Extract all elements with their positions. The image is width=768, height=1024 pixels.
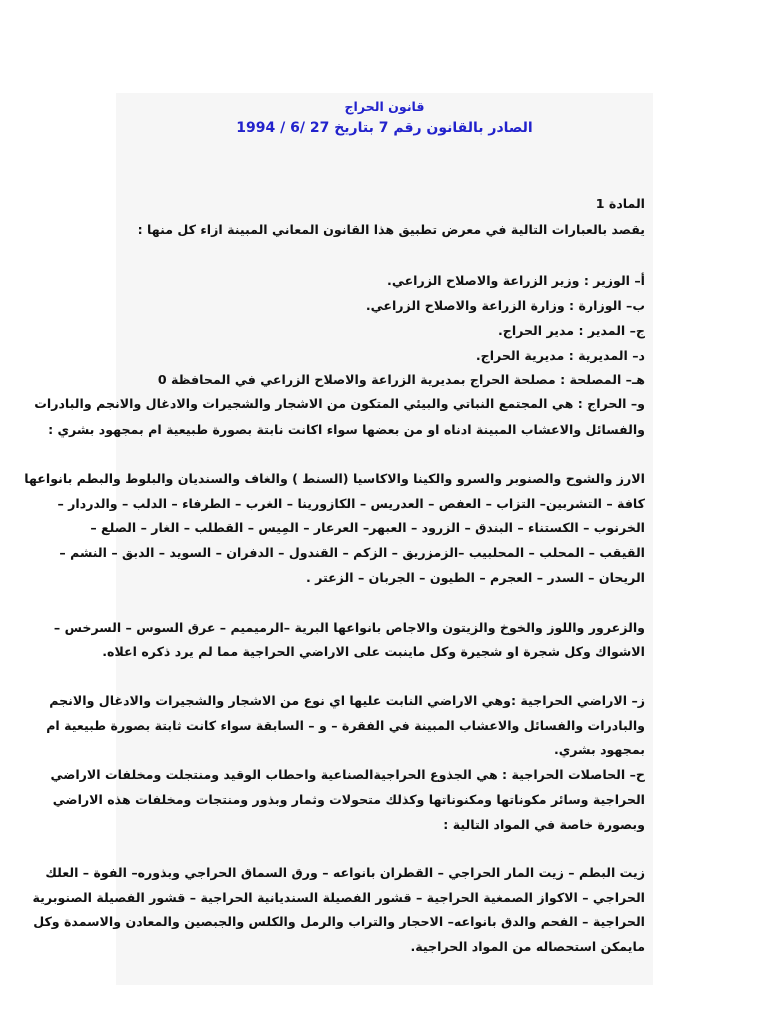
article-intro: يقصد بالعبارات التالية في معرض تطبيق هذا القانون المعاني المبينة ازاء كل منها : (137, 222, 645, 237)
forest-lands-line: والبادرات والفسائل والاعشاب المبينة في الفقرة – و – السابقة سواء كانت ثابتة بصورة طبيعية ام (46, 718, 645, 733)
forest-lands-line: الحراجية وسائر مكوناتها ومكنوناتها وكذلك متحولات وثمار وبذور ومنتجات ومخلفات هذه الاراضي (52, 792, 645, 807)
trees-list-line: الريحان – السدر – العجرم – الطيون – الجربان – الزعتر . (305, 570, 645, 585)
products-list-line: الحراجي – الاكواز الصمغية الحراجية – قشور الفصيلة السنديانية الحراجية – قشور الفصيلة الصنوبرية (32, 890, 645, 905)
law-subtitle: الصادر بالقانون رقم 7 بتاريخ 27 /6 / 1994 (236, 120, 533, 136)
definition-item: والفسائل والاعشاب المبينة ادناه او من بعضها سواء اكانت نابتة بصورة طبيعية ام بمجهود بشري : (48, 422, 645, 437)
forest-lands-line: بمجهود بشري. (553, 742, 645, 757)
forest-lands-line: ح– الحاصلات الحراجية : هي الجذوع الحراجيةالصناعية واحطاب الوقيد ومنتجلت ومخلفات الاراضي (50, 767, 645, 782)
definition-item: هـ– المصلحة : مصلحة الحراج بمديرية الزراعة والاصلاح الزراعي في المحافظة 0 (157, 372, 645, 387)
definition-item: د– المديرية : مديرية الحراج. (475, 348, 645, 363)
trees-list-line: الارز والشوح والصنوبر والسرو والكينا والاكاسيا (السنط ) والغاف والسنديان والبلوط والبطم بانواعها (24, 471, 645, 486)
products-list-line: الحراجية – الفحم والدق بانواعه– الاحجار والتراب والرمل والكلس والجبصين والمعادن والاسمدة وكل (33, 914, 645, 929)
forest-lands-line: ز– الاراضي الحراجية :وهي الاراضي النابت عليها اي نوع من الاشجار والشجيرات والادغال والانجم (49, 693, 645, 708)
trees-list-line: القيقب – المحلب – المحلبيب –الزمزريق – الزكم – القندول – الدفران – السويد – الدبق – النشم – (59, 545, 645, 560)
definition-item: ج– المدير : مدير الحراج. (497, 323, 645, 338)
article-heading: المادة 1 (595, 196, 645, 211)
document-body (24, 93, 645, 985)
definition-item: ب– الوزارة : وزارة الزراعة والاصلاح الزراعي. (365, 298, 645, 313)
definition-item: أ– الوزير : وزير الزراعة والاصلاح الزراعي. (387, 273, 645, 288)
trees-list-line: الخرنوب – الكستناء – البندق – الزرود – العبهر– العرعار – المِيس – القطلب – الغار – الصلع – (90, 520, 645, 535)
trees-list-line: كافة – التشربين– التزاب – العفص – العدريس – الكازورينا – الغرب – الطرفاء – الدلب – والدردار – (57, 496, 645, 511)
fruit-list-line: والزعرور واللوز والخوخ والزيتون والاجاص بانواعها البرية –الرميميم – عرق السوس – السرخس – (53, 620, 645, 635)
products-list-line: زيت البطم – زيت المار الحراجي – القطران بانواعه – ورق السماق الحراجي وبذوره– الفوة – العلك (45, 865, 645, 880)
forest-lands-line: وبصورة خاصة في المواد التالية : (443, 817, 645, 832)
products-list-line: مايمكن استحصاله من المواد الحراجية. (410, 939, 645, 954)
fruit-list-line: الاشواك وكل شجرة او شجيرة وكل ماينبت على الاراضي الحراجية مما لم يرد ذكره اعلاه. (102, 644, 645, 659)
document-page (24, 93, 653, 985)
definition-item: و– الحراج : هي المجتمع النباتي والبيئي المتكون من الاشجار والشجيرات والادغال والانجم والبادرات (34, 396, 645, 411)
law-title: قانون الحراج (344, 99, 425, 114)
